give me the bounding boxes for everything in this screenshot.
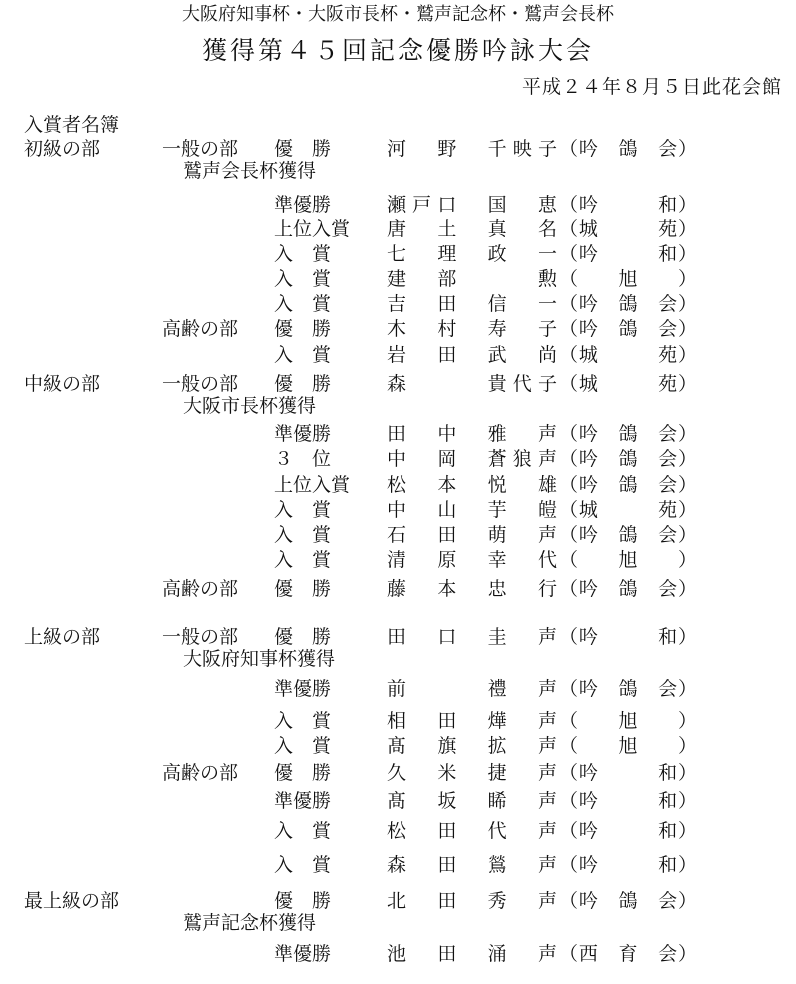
winner-name: 相 田 燁 声: [387, 710, 557, 732]
winner-name: 中 山 芋 皚: [387, 499, 557, 521]
award-label: 入 賞: [274, 268, 332, 290]
club-name: （ 吟 鴿 会 ）: [559, 578, 697, 600]
club-name: （ 吟 和 ）: [559, 854, 697, 876]
club-name: （ 吟 鴿 会 ）: [559, 423, 697, 445]
award-label: 入 賞: [274, 344, 332, 366]
winner-name: 田 口 圭 声: [387, 626, 557, 648]
award-label: 入 賞: [274, 735, 332, 757]
winner-name: 森 貴 代 子: [387, 373, 557, 395]
date-venue: 平成２４年８月５日此花会館: [521, 76, 782, 98]
club-name: （ 吟 鴿 会 ）: [559, 448, 697, 470]
winner-name: 久 米 捷 声: [387, 762, 557, 784]
award-label: 優 勝: [274, 762, 332, 784]
winner-name: 池 田 涌 声: [387, 943, 557, 965]
award-label: 準優勝: [274, 943, 332, 965]
winners-list-heading: 入賞者名簿: [24, 114, 120, 136]
award-label: 上位入賞: [274, 218, 351, 240]
club-name: （ 城 苑 ）: [559, 499, 697, 521]
division-label: 高齢の部: [162, 578, 239, 600]
club-name: （ 吟 和 ）: [559, 243, 697, 265]
division-label: 高齢の部: [162, 318, 239, 340]
winner-name: 清 原 幸 代: [387, 549, 557, 571]
club-name: （ 城 苑 ）: [559, 373, 697, 395]
award-label: 入 賞: [274, 710, 332, 732]
trophy-note: 大阪府知事杯獲得: [183, 648, 336, 670]
award-label: 準優勝: [274, 194, 332, 216]
winner-name: 唐 土 真 名: [387, 218, 557, 240]
club-name: （ 吟 和 ）: [559, 194, 697, 216]
award-label: 準優勝: [274, 423, 332, 445]
grade-label: 初級の部: [24, 138, 101, 160]
club-name: （ 吟 鴿 会 ）: [559, 524, 697, 546]
award-label: 入 賞: [274, 549, 332, 571]
award-label: 入 賞: [274, 524, 332, 546]
club-name: （ 西 育 会 ）: [559, 943, 697, 965]
winner-name: 建 部 勲: [387, 268, 557, 290]
club-name: （ 旭 ）: [559, 735, 697, 757]
page-title: 獲得第４５回記念優勝吟詠大会: [201, 36, 594, 65]
winner-name: 森 田 鶑 声: [387, 854, 557, 876]
club-name: （ 吟 和 ）: [559, 790, 697, 812]
winner-name: 髙 旗 拡 声: [387, 735, 557, 757]
winner-name: 石 田 萌 声: [387, 524, 557, 546]
grade-label: 中級の部: [24, 373, 101, 395]
club-name: （ 城 苑 ）: [559, 218, 697, 240]
winner-name: 七 理 政 一: [387, 243, 557, 265]
winner-name: 瀬 戸 口 国 恵: [387, 194, 557, 216]
grade-label: 最上級の部: [24, 890, 120, 912]
trophy-note: 大阪市長杯獲得: [183, 395, 317, 417]
division-label: 一般の部: [162, 626, 239, 648]
winner-name: 木 村 寿 子: [387, 318, 557, 340]
award-label: ３ 位: [274, 448, 332, 470]
winner-name: 藤 本 忠 行: [387, 578, 557, 600]
winner-name: 松 田 代 声: [387, 820, 557, 842]
award-label: 準優勝: [274, 790, 332, 812]
winner-name: 吉 田 信 一: [387, 293, 557, 315]
club-name: （ 吟 鴿 会 ）: [559, 890, 697, 912]
winner-name: 田 中 雅 声: [387, 423, 557, 445]
winner-name: 中 岡 蒼 狼 声: [387, 448, 557, 470]
award-label: 優 勝: [274, 578, 332, 600]
club-name: （ 吟 和 ）: [559, 762, 697, 784]
award-label: 入 賞: [274, 820, 332, 842]
club-name: （ 城 苑 ）: [559, 344, 697, 366]
club-name: （ 吟 鴿 会 ）: [559, 138, 697, 160]
award-label: 入 賞: [274, 854, 332, 876]
division-label: 一般の部: [162, 373, 239, 395]
grade-label: 上級の部: [24, 626, 101, 648]
award-label: 入 賞: [274, 243, 332, 265]
club-name: （ 吟 鴿 会 ）: [559, 678, 697, 700]
club-name: （ 旭 ）: [559, 268, 697, 290]
award-label: 優 勝: [274, 373, 332, 395]
award-label: 入 賞: [274, 499, 332, 521]
award-label: 優 勝: [274, 890, 332, 912]
award-label: 優 勝: [274, 626, 332, 648]
trophy-note: 鷲声会長杯獲得: [183, 160, 317, 182]
trophy-note: 鷲声記念杯獲得: [183, 912, 317, 934]
award-label: 入 賞: [274, 293, 332, 315]
club-name: （ 旭 ）: [559, 549, 697, 571]
winner-name: 前 禮 声: [387, 678, 557, 700]
award-label: 準優勝: [274, 678, 332, 700]
winner-name: 髙 坂 睎 声: [387, 790, 557, 812]
club-name: （ 吟 鴿 会 ）: [559, 293, 697, 315]
club-name: （ 旭 ）: [559, 710, 697, 732]
winner-name: 河 野 千 映 子: [387, 138, 557, 160]
award-label: 上位入賞: [274, 474, 351, 496]
cup-names-subtitle: 大阪府知事杯・大阪市長杯・鷲声記念杯・鷲声会長杯: [182, 4, 614, 25]
award-label: 優 勝: [274, 318, 332, 340]
club-name: （ 吟 和 ）: [559, 626, 697, 648]
club-name: （ 吟 和 ）: [559, 820, 697, 842]
division-label: 一般の部: [162, 138, 239, 160]
club-name: （ 吟 鴿 会 ）: [559, 474, 697, 496]
award-label: 優 勝: [274, 138, 332, 160]
winner-name: 北 田 秀 声: [387, 890, 557, 912]
winner-name: 松 本 悦 雄: [387, 474, 557, 496]
winner-name: 岩 田 武 尚: [387, 344, 557, 366]
club-name: （ 吟 鴿 会 ）: [559, 318, 697, 340]
division-label: 高齢の部: [162, 762, 239, 784]
